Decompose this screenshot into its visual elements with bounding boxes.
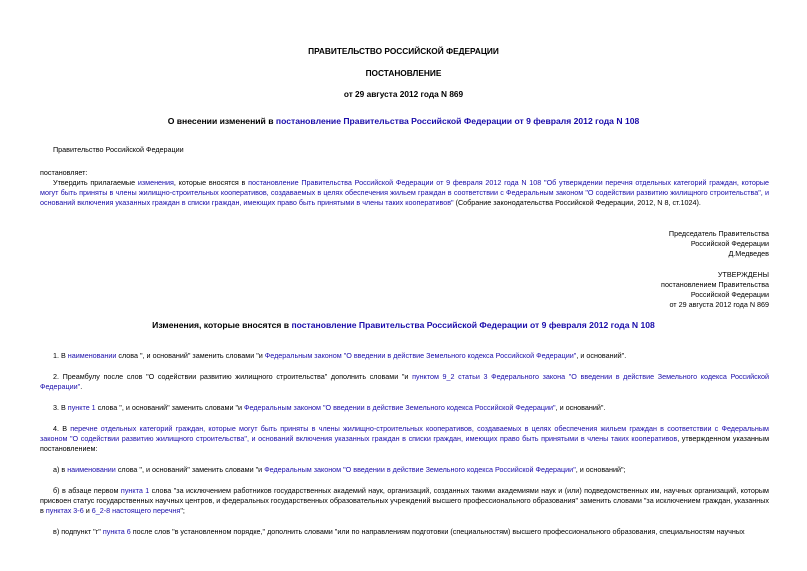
item-3-text-a: 3. В: [53, 403, 68, 412]
signature-line-3: Д.Медведев: [728, 249, 769, 258]
item-1-text-c: , и оснований".: [576, 351, 627, 360]
item-4a-law-link[interactable]: Федеральным законом "О введении в действие Земельного кодекса Российской Федерации": [264, 465, 576, 474]
item-2-text-b: .: [80, 382, 83, 391]
title-decree-link[interactable]: постановление Правительства Российской Федерации от 9 февраля 2012 года N 108: [275, 116, 640, 126]
government-line: Правительство Российской Федерации: [53, 145, 184, 154]
item-4v: [40, 527, 769, 537]
item-4a: [40, 465, 769, 475]
signature-line-2: Российской Федерации: [690, 239, 769, 248]
government-heading: ПРАВИТЕЛЬСТВО РОССИЙСКОЙ ФЕДЕРАЦИИ: [308, 46, 499, 56]
item-4b-point-link[interactable]: пункта 1: [120, 486, 150, 495]
item-4b-points-link[interactable]: пунктах 3-6: [45, 506, 84, 515]
item-1-text-b: слова ", и оснований" заменить словами "и: [116, 351, 265, 360]
intro-text-2: , которые вносятся в: [173, 178, 249, 187]
document-type: ПОСТАНОВЛЕНИЕ: [365, 68, 442, 78]
item-2-law-link[interactable]: пунктом 9_2 статьи 3 Федерального закона "О введении в действие Земельного кодекса Российской Федерации": [40, 372, 769, 391]
item-3-point-link[interactable]: пункте 1: [67, 403, 96, 412]
item-4b-text-b: слова "за исключением работников государственных академий наук, организаций, созданных такими академиями наук и (или) подведомственных им, научных организаций, которым присвоен статус государственных научных центров, и федеральных государственных образовательных учреждений высшего профессионального образования" заменить словами "за исключением граждан, указанных в: [40, 486, 770, 515]
changes-decree-link[interactable]: постановление Правительства Российской Федерации от 9 февраля 2012 года N 108: [291, 320, 655, 330]
intro-text-1: Утвердить прилагаемые: [53, 178, 138, 187]
changes-title-prefix: Изменения, которые вносятся в: [152, 320, 292, 330]
document-title-prefix: О внесении изменений в: [167, 116, 276, 126]
item-1: [40, 351, 769, 361]
item-4v-text-a: в) подпункт "г": [53, 527, 103, 536]
item-4-text-b: , утвержденном указанным постановлением:: [40, 434, 770, 453]
item-4b-list-link[interactable]: 6_2-8 настоящего перечня: [91, 506, 181, 515]
document-title: [0, 116, 807, 126]
approved-line-4: от 29 августа 2012 года N 869: [669, 300, 769, 309]
signature-block: [469, 229, 769, 259]
item-3-law-link[interactable]: Федеральным законом "О введении в действие Земельного кодекса Российской Федерации": [244, 403, 556, 412]
item-4a-text-b: слова ", и оснований" заменить словами "и: [115, 465, 265, 474]
item-4a-text-c: , и оснований";: [575, 465, 626, 474]
approved-line-1: УТВЕРЖДЕНЫ: [717, 270, 769, 279]
item-1-text-a: 1. В: [53, 351, 68, 360]
document-date-number: от 29 августа 2012 года N 869: [343, 89, 464, 99]
approved-block: [469, 270, 769, 310]
item-4-text-a: 4. В: [53, 424, 71, 433]
approved-line-2: постановлением Правительства: [661, 280, 769, 289]
intro-text-3: (Собрание законодательства Российской Федерации, 2012, N 8, ст.1024).: [453, 198, 701, 207]
item-4b-text-a: б) в абзаце первом: [53, 486, 121, 495]
signature-line-1: Председатель Правительства: [668, 229, 769, 238]
item-1-title-link[interactable]: наименовании: [67, 351, 117, 360]
intro-paragraph: [40, 178, 769, 208]
item-3: [40, 403, 769, 413]
item-4b-text-d: ";: [180, 506, 185, 515]
item-4-list-link[interactable]: перечне отдельных категорий граждан, которые могут быть приняты в члены жилищно-строительных кооперативов, создаваемых в целях обеспечения жильем граждан в соответствии с Федеральным законом "О содействии развитию жилищного строительства", и оснований включения указанных граждан в списки граждан, имеющих право быть принятыми в члены таких кооперативов: [40, 424, 769, 443]
item-1-law-link[interactable]: Федеральным законом "О введении в действие Земельного кодекса Российской Федерации": [264, 351, 577, 360]
item-4: [40, 424, 769, 454]
changes-link[interactable]: изменения: [137, 178, 174, 187]
approved-line-3: Российской Федерации: [690, 290, 769, 299]
item-4b-text-c: и: [83, 506, 92, 515]
item-2-text-a: 2. Преамбулу после слов "О содействии развитию жилищного строительства" дополнить словами "и: [53, 372, 409, 381]
item-4b: [40, 486, 769, 516]
decrees-line: постановляет:: [40, 168, 88, 177]
item-4a-title-link[interactable]: наименовании: [67, 465, 116, 474]
changes-title: [0, 320, 807, 330]
item-3-text-c: , и оснований".: [555, 403, 606, 412]
decree-108-link[interactable]: постановление Правительства Российской Федерации от 9 февраля 2012 года N 108 "Об утверждении перечня отдельных категорий граждан, которые могут быть приняты в члены жилищно-строительных кооперативов, создаваемых в целях обеспечения жильем граждан в соответствии с Федеральным законом "О содействии развитию жилищного строительства", и оснований включения указанных граждан в списки граждан, имеющих право быть принятыми в члены таких кооперативов": [40, 178, 769, 207]
item-4v-point-link[interactable]: пункта 6: [102, 527, 131, 536]
item-4a-text-a: а) в: [53, 465, 68, 474]
item-2: [40, 372, 769, 392]
item-4v-text-b: после слов "в установленном порядке," дополнить словами "или по направлениям подготовки (специальностям) высшего профессионального образования, специальностям научных: [130, 527, 745, 536]
item-3-text-b: слова ", и оснований" заменить словами "и: [95, 403, 245, 412]
